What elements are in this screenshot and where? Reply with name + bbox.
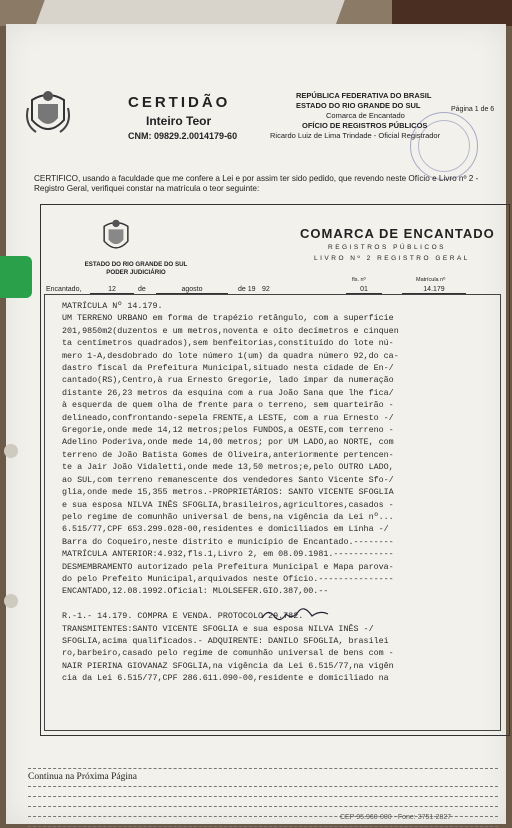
body-line: NAIR PIERINA GIOVANAZ SFOGLIA,na vigência da Lei 6.515/77,na vigên bbox=[62, 660, 394, 671]
matricula-label: Matrícula nº bbox=[416, 277, 446, 283]
body-line: MATRÍCULA Nº 14.179. bbox=[62, 301, 163, 311]
background-top bbox=[0, 0, 512, 26]
matricula-body bbox=[62, 300, 502, 685]
body-line: 6.515/77,CPF 653.299.028-00,residentes e domiciliados em Linha -/ bbox=[62, 524, 389, 535]
body-line: e sua esposa NILVA INÊS SFOGLIA,brasileiros,agricultores,casados - bbox=[62, 499, 394, 510]
body-line: Gregorie,onde mede 14,12 metros;pelos FUNDOS,a OESTE,com terreno - bbox=[62, 425, 394, 436]
dashed-line bbox=[28, 806, 498, 807]
year-value: 92 bbox=[262, 286, 270, 293]
body-line: MATRÍCULA ANTERIOR:4.932,fls.1,Livro 2, em 08.09.1981.------------ bbox=[62, 549, 394, 560]
form-estado bbox=[56, 261, 216, 277]
fls-value: 01 bbox=[346, 286, 382, 294]
green-tab-marker bbox=[0, 256, 32, 298]
state-label: ESTADO DO RIO GRANDE DO SUL bbox=[296, 101, 421, 110]
body-line: 201,9850m2(duzentos e um metros,noventa e oito decímetros e cinquen bbox=[62, 325, 399, 336]
body-line: do pelo Prefeito Municipal,arquivados neste Ofício.--------------- bbox=[62, 573, 394, 584]
body-line: terreno de João Batista Gomes de Oliveira,anteriormente pertencen- bbox=[62, 449, 394, 460]
office-label: OFÍCIO DE REGISTROS PÚBLICOS bbox=[302, 121, 428, 130]
continua-label: Continua na Próxima Página bbox=[28, 772, 137, 782]
cnm-number: CNM: 09829.2.0014179-60 bbox=[128, 131, 238, 141]
certificate-sheet bbox=[6, 24, 506, 824]
month-value: agosto bbox=[156, 286, 228, 294]
body-line: Barra do Coqueiro,neste distrito e município de Encantado.-------- bbox=[62, 536, 394, 547]
body-line: à esquerda de quem olha de frente para o terreno, sem quarteirão - bbox=[62, 400, 394, 411]
certificate-title: CERTIDÃO bbox=[128, 94, 231, 111]
address-footer: CEP 95.960-000 - Fone: 3751-2827 bbox=[340, 814, 452, 821]
body-line: pelo regime de comunhão universal de bens,na vigência da Lei nº... bbox=[62, 511, 394, 522]
dashed-line bbox=[28, 786, 498, 787]
state-crest-icon bbox=[98, 216, 134, 256]
form-registros: REGISTROS PÚBLICOS bbox=[328, 244, 446, 251]
comarca-label: Comarca de Encantado bbox=[326, 111, 405, 120]
body-line: ta centímetros quadrados),sem benfeitorias,constituído do lote nú- bbox=[62, 338, 394, 349]
place-label: Encantado, bbox=[46, 286, 82, 293]
body-line: DESMEMBRAMENTO autorizado pela Prefeitura Municipal e Mapa parova- bbox=[62, 561, 394, 572]
body-line: SFOGLIA,acima qualificados.- ADQUIRENTE: DANILO SFOGLIA, brasilei bbox=[62, 635, 389, 646]
official-stamp-inner bbox=[418, 120, 470, 172]
body-line: delineado,confrontando-sepela FRENTE,a LESTE, com a rua Ernesto -/ bbox=[62, 412, 394, 423]
paper-corner bbox=[35, 0, 344, 26]
body-line: cantado(RS),Centro,à rua Ernesto Gregorie, lado ímpar da numeração bbox=[62, 375, 394, 386]
body-line: R.-1.- 14.179. COMPRA E VENDA. PROTOCOLO 29.782. bbox=[62, 611, 304, 622]
republic-label: REPÚBLICA FEDERATIVA DO BRASIL bbox=[296, 91, 432, 100]
dashed-line bbox=[28, 796, 498, 797]
signature-icon bbox=[260, 608, 330, 622]
certificate-subtitle: Inteiro Teor bbox=[146, 114, 212, 128]
body-line: dastro fiscal da Prefeitura Municipal,situado nesta cidade de En-/ bbox=[62, 363, 394, 374]
form-livro: LIVRO Nº 2 REGISTRO GERAL bbox=[314, 255, 470, 262]
body-line: mero 1-A,desdobrado do lote número 1(um) da quadra número 92,do ca- bbox=[62, 350, 399, 361]
page-number: Página 1 de 6 bbox=[451, 106, 495, 113]
body-line: TRANSMITENTES:SANTO VICENTE SFOGLIA e sua esposa NILVA INÊS -/ bbox=[62, 623, 374, 634]
body-line: ro,barbeiro,casado pelo regime de comunhão universal de bens com - bbox=[62, 648, 394, 659]
poder-line: PODER JUDICIÁRIO bbox=[106, 269, 166, 276]
body-line: ao SUL,com terreno remanescente dos vendedores Santo Vicente Sfo-/ bbox=[62, 474, 394, 485]
form-comarca-title: COMARCA DE ENCANTADO bbox=[300, 226, 495, 241]
certifico-text: CERTIFICO, usando a faculdade que me confere a Lei e por assim ter sido pedido, que revendo neste Ofício e Livro nº 2 - Registro Geral, verifiquei constar na matrícula o teor seguinte: bbox=[34, 174, 479, 193]
body-line: glia,onde mede 15,355 metros.-PROPRIETÁRIOS: SANTO VICENTE SFOGLIA bbox=[62, 487, 394, 498]
dashed-line bbox=[28, 768, 498, 769]
body-line: te a Jair João Vidaletti,onde mede 13,50 metros;e,pelo OUTRO LADO, bbox=[62, 462, 394, 473]
registrar-label: Ricardo Luiz de Lima Trindade - Oficial Registrador bbox=[270, 131, 441, 140]
matricula-value: 14.179 bbox=[402, 286, 466, 294]
body-line: Adelino Poderiva,onde mede 14,00 metros; por UM LADO,ao NORTE, com bbox=[62, 437, 394, 448]
punch-hole bbox=[4, 444, 18, 458]
coat-of-arms-icon bbox=[26, 86, 70, 140]
punch-hole bbox=[4, 594, 18, 608]
de-label-1: de bbox=[138, 286, 146, 293]
body-line: ENCANTADO,12.08.1992.Oficial: MLOLSEFER.GIO.387,00.-- bbox=[62, 586, 329, 597]
body-line: cia da Lei 6.515/77,CPF 286.611.090-00,residente e domiciliado na bbox=[62, 673, 389, 684]
dark-background bbox=[392, 0, 512, 26]
estado-line: ESTADO DO RIO GRANDE DO SUL bbox=[84, 261, 188, 268]
fls-label: fls. nº bbox=[352, 277, 366, 283]
day-value: 12 bbox=[90, 286, 134, 294]
de-label-2: de 19 bbox=[238, 286, 256, 293]
dashed-line bbox=[28, 826, 498, 827]
body-line: distante 26,23 metros da esquina com a rua João Sana que lhe fica/ bbox=[62, 387, 394, 398]
body-line: UM TERRENO URBANO em forma de trapézio retângulo, com a superfície bbox=[62, 313, 394, 324]
